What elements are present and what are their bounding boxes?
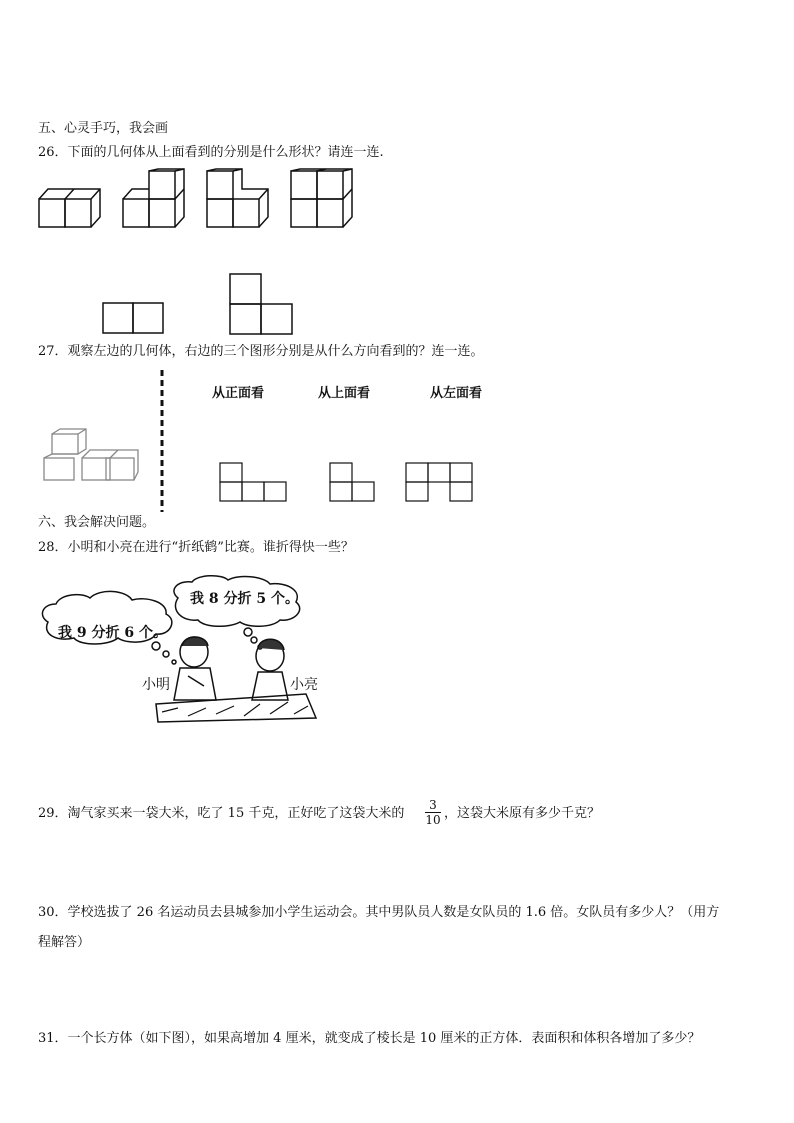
question-31-text: 31．一个长方体（如下图），如果高增加 4 厘米，就变成了棱长是 10 厘米的正方体．表面积和体积各增加了多少？ <box>38 1031 701 1046</box>
q28-bubble-right: 我 8 分折 5 个。 <box>190 591 299 607</box>
q27-label-front: 从正面看 <box>212 386 265 401</box>
q27-divider <box>160 370 164 512</box>
q27-view-a <box>219 462 287 502</box>
q27-label-top: 从上面看 <box>318 386 371 401</box>
q29-fraction-numerator: 3 <box>425 798 441 813</box>
q29-fraction <box>425 798 441 827</box>
q26-solid-3 <box>206 169 268 229</box>
question-26-text: 26．下面的几何体从上面看到的分别是什么形状？请连一连. <box>38 145 384 160</box>
q29-fraction-denominator: 10 <box>425 813 441 827</box>
q28-bubble-left: 我 9 分折 6 个。 <box>58 625 167 641</box>
q27-label-left: 从左面看 <box>430 386 483 401</box>
q27-view-c <box>405 462 473 502</box>
q26-top-view-a <box>102 302 164 334</box>
section-heading-5: 五、心灵手巧，我会画 <box>38 121 169 136</box>
q26-top-view-b <box>229 273 293 335</box>
question-30-line-1: 30．学校选拔了 26 名运动员去县城参加小学生运动会。其中男队员人数是女队员的 1.6 倍。女队员有多少人？（用方 <box>38 905 720 920</box>
q28-name-right: 小亮 <box>290 677 318 693</box>
question-30-line-2: 程解答） <box>38 935 91 950</box>
q26-solid-4 <box>290 169 352 229</box>
section-heading-6: 六、我会解决问题。 <box>38 515 156 530</box>
q26-solid-1 <box>38 185 100 229</box>
q26-solid-2 <box>122 169 184 229</box>
question-29-text-before: 29．淘气家买来一袋大米，吃了 15 千克，正好吃了这袋大米的 <box>38 806 405 821</box>
question-29-text-after: ，这袋大米原有多少千克？ <box>444 806 601 821</box>
question-27-text: 27．观察左边的几何体，右边的三个图形分别是从什么方向看到的？连一连。 <box>38 344 484 359</box>
question-28-text: 28．小明和小亮在进行“折纸鹤”比赛。谁折得快一些？ <box>38 540 354 555</box>
q27-solid <box>42 428 138 484</box>
q28-name-left: 小明 <box>142 677 170 693</box>
q27-view-b <box>329 462 375 502</box>
